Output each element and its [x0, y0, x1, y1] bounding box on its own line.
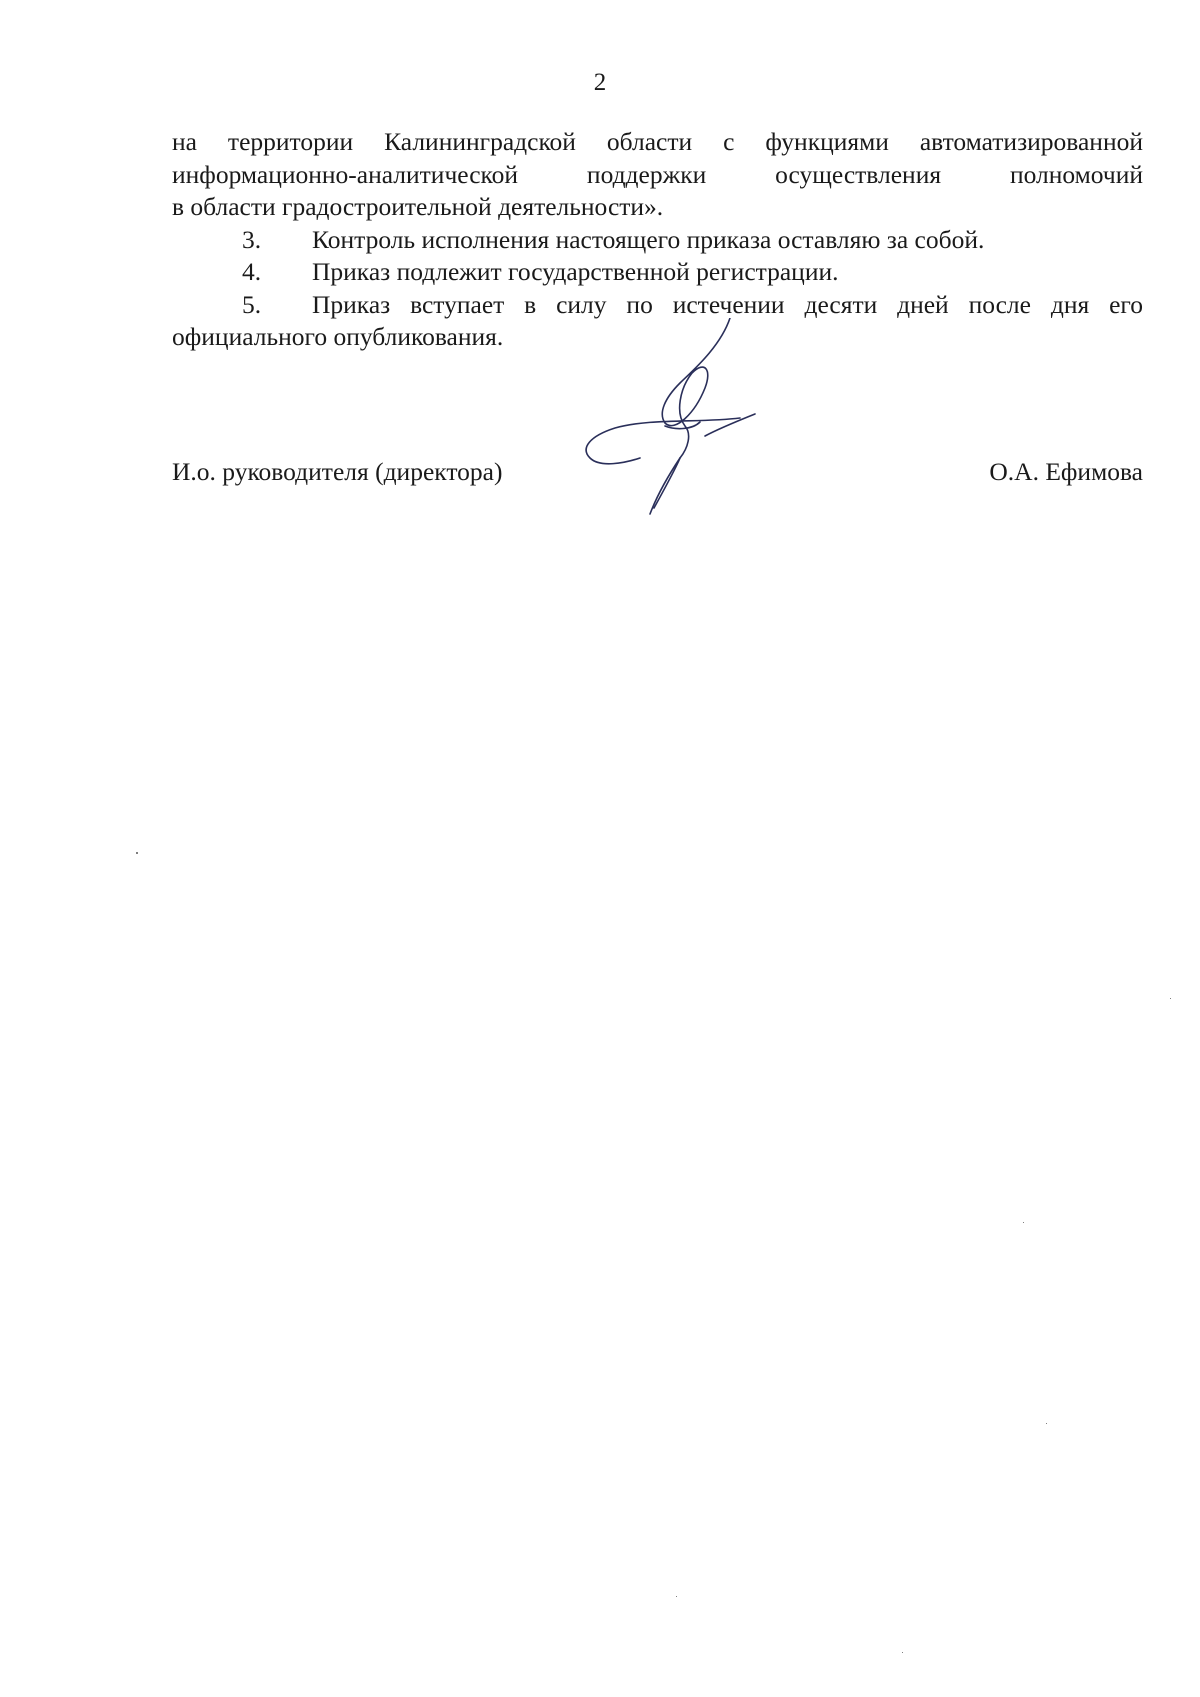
item-text: Приказ вступает в силу по истечении десяти дней после дня его — [312, 289, 1143, 319]
text-line: в области градостроительной деятельности». — [172, 192, 664, 221]
scan-speck — [136, 852, 138, 854]
continuation-paragraph — [172, 126, 1143, 224]
page-number: 2 — [593, 69, 607, 96]
list-item-4 — [172, 256, 1143, 289]
signatory-name: О.А. Ефимова — [989, 457, 1143, 486]
scan-speck — [902, 1652, 903, 1653]
item-number: 4. — [242, 257, 262, 286]
text-line: на территории Калининградской области с функциями автоматизированной — [172, 127, 1143, 156]
item-number: 3. — [242, 224, 262, 254]
item-text: Контроль исполнения настоящего приказа оставляю за собой. — [312, 224, 985, 254]
scan-speck — [676, 1596, 677, 1597]
item-text: Приказ подлежит государственной регистрации. — [312, 257, 839, 286]
list-item-3 — [172, 224, 1143, 257]
text-line: информационно-аналитической поддержки осуществления полномочий — [172, 159, 1143, 189]
signature-block — [172, 456, 1143, 496]
text-line: официального опубликования. — [172, 322, 504, 351]
scan-speck — [1046, 1423, 1047, 1424]
item-number: 5. — [242, 289, 262, 319]
scan-speck — [1170, 998, 1171, 999]
scan-speck — [1023, 1222, 1024, 1223]
signatory-position: И.о. руководителя (директора) — [172, 457, 503, 486]
list-item-5 — [172, 289, 1143, 322]
